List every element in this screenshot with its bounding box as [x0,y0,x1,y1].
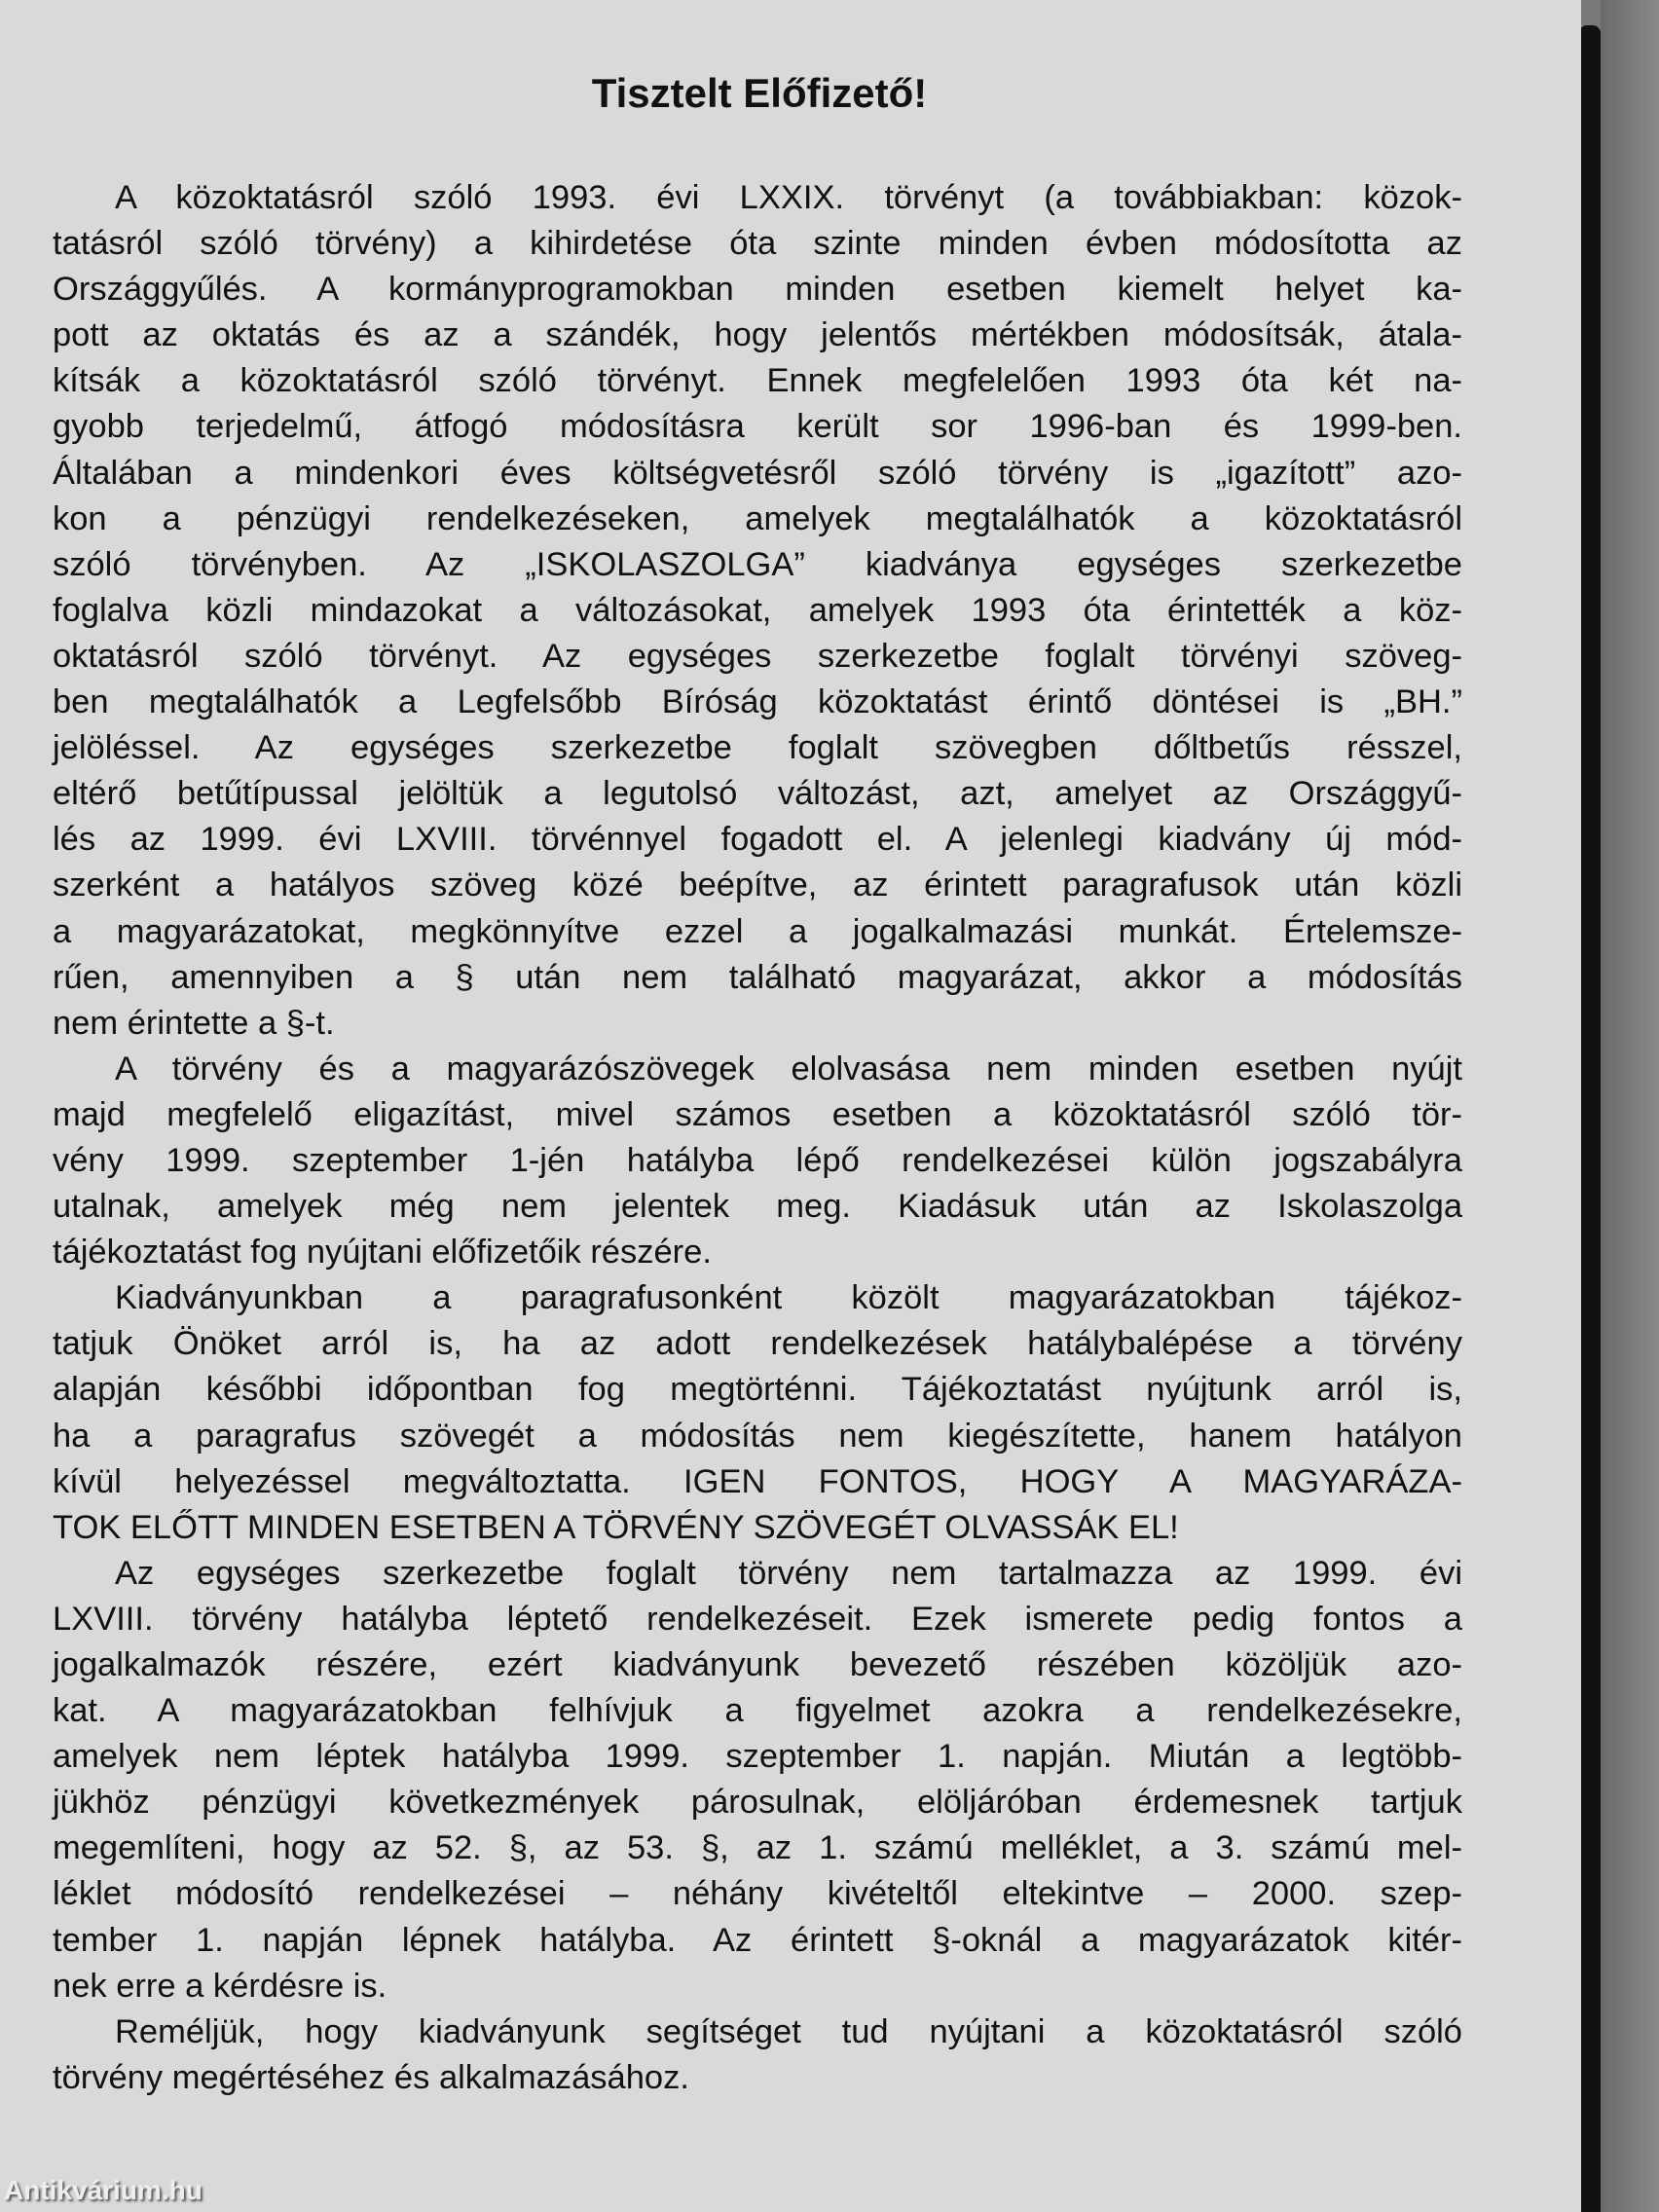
text-line: Reméljük, hogy kiadványunk segítséget tud nyújtani a közoktatásról szóló [115,2012,1462,2050]
text-line: jogalkalmazók részére, ezért kiadványunk bevezető részében közöljük azo- [53,1646,1462,1683]
text-line: jükhöz pénzügyi következmények párosulnak, elöljáróban érdemesnek tartjuk [53,1784,1462,1822]
watermark: Antikvárium.hu [4,2175,203,2205]
text-line: Országgyűlés. A kormányprogramokban minden esetben kiemelt helyet ka- [53,271,1462,309]
text-line: ben megtalálhatók a Legfelsőbb Bíróság közoktatást érintő döntései is „BH.” [53,683,1462,721]
text-line: Általában a mindenkori éves költségvetésről szóló törvény is „igazított” azo- [53,454,1462,492]
page-title: Tisztelt Előfizető! [591,70,928,116]
text-line: pott az oktatás és az a szándék, hogy jelentős mértékben módosítsák, átala- [53,316,1462,354]
document-body [53,175,1462,2101]
text-line: kívül helyezéssel megváltoztatta. IGEN FONTOS, HOGY A MAGYARÁZA- [53,1462,1462,1500]
text-line: oktatásról szóló törvényt. Az egységes szerkezetbe foglalt törvényi szöveg- [53,637,1462,675]
book-cover-edge [1579,25,1601,2212]
text-line: kat. A magyarázatokban felhívjuk a figyelmet azokra a rendelkezésekre, [53,1692,1462,1730]
text-line: eltérő betűtípussal jelöltük a legutolsó változást, azt, amelyet az Országgyű- [53,775,1462,813]
paragraph [53,1047,1462,1275]
paragraph [53,2009,1462,2101]
text-line: gyobb terjedelmű, átfogó módosításra került sor 1996-ban és 1999-ben. [53,408,1462,446]
text-line: jelöléssel. Az egységes szerkezetbe foglalt szövegben dőltbetűs résszel, [53,729,1462,767]
text-line: foglalva közli mindazokat a változásokat, amelyek 1993 óta érintették a köz- [53,591,1462,629]
text-line: ha a paragrafus szövegét a módosítás nem kiegészítette, hanem hatályon [53,1417,1462,1455]
text-line: törvény megértéséhez és alkalmazásához. [53,2058,689,2096]
text-line: A törvény és a magyarázószövegek elolvasása nem minden esetben nyújt [115,1050,1462,1088]
text-line: kon a pénzügyi rendelkezéseken, amelyek megtalálhatók a közoktatásról [53,499,1462,537]
background-surface [1601,0,1659,2212]
text-line: nem érintette a §-t. [53,1004,335,1042]
text-line: a magyarázatokat, megkönnyítve ezzel a jogalkalmazási munkát. Értelemsze- [53,912,1462,950]
text-line: szerként a hatályos szöveg közé beépítve, az érintett paragrafusok után közli [53,866,1462,904]
text-line: rűen, amennyiben a § után nem található magyarázat, akkor a módosítás [53,958,1462,996]
text-line: léklet módosító rendelkezései – néhány kivételtől eltekintve – 2000. szep- [53,1875,1462,1913]
text-line: megemlíteni, hogy az 52. §, az 53. §, az 1. számú melléklet, a 3. számú mel- [53,1829,1462,1867]
text-line: Az egységes szerkezetbe foglalt törvény nem tartalmazza az 1999. évi [115,1554,1462,1592]
text-line: amelyek nem léptek hatályba 1999. szeptember 1. napján. Miután a legtöbb- [53,1738,1462,1776]
text-line: tatjuk Önöket arról is, ha az adott rendelkezések hatálybalépése a törvény [53,1325,1462,1363]
text-line: Kiadványunkban a paragrafusonként közölt magyarázatokban tájékoz- [115,1279,1462,1317]
text-line: tember 1. napján lépnek hatályba. Az érintett §-oknál a magyarázatok kitér- [53,1921,1462,1959]
text-line: kítsák a közoktatásról szóló törvényt. Ennek megfelelően 1993 óta két na- [53,362,1462,400]
text-line: TOK ELŐTT MINDEN ESETBEN A TÖRVÉNY SZÖVEGÉT OLVASSÁK EL! [53,1508,1179,1546]
text-line: tájékoztatást fog nyújtani előfizetőik részére. [53,1234,712,1272]
paragraph [53,1551,1462,2009]
text-line: vény 1999. szeptember 1-jén hatályba lépő rendelkezései külön jogszabályra [53,1141,1462,1179]
paragraph [53,175,1462,1047]
paragraph [53,1275,1462,1551]
text-line: lés az 1999. évi LXVIII. törvénnyel fogadott el. A jelenlegi kiadvány új mód- [53,821,1462,859]
text-line: szóló törvényben. Az „ISKOLASZOLGA” kiadványa egységes szerkezetbe [53,545,1462,583]
text-line: majd megfelelő eligazítást, mivel számos esetben a közoktatásról szóló tör- [53,1095,1462,1133]
text-line: alapján későbbi időpontban fog megtörténni. Tájékoztatást nyújtunk arról is, [53,1371,1462,1409]
text-line: tatásról szóló törvény) a kihirdetése óta szinte minden évben módosította az [53,225,1462,263]
text-line: A közoktatásról szóló 1993. évi LXXIX. törvényt (a továbbiakban: közok- [115,179,1462,216]
text-line: utalnak, amelyek még nem jelentek meg. Kiadásuk után az Iskolaszolga [53,1188,1462,1226]
text-line: LXVIII. törvény hatályba léptető rendelkezéseit. Ezek ismerete pedig fontos a [53,1600,1462,1638]
text-line: nek erre a kérdésre is. [53,1967,387,2005]
